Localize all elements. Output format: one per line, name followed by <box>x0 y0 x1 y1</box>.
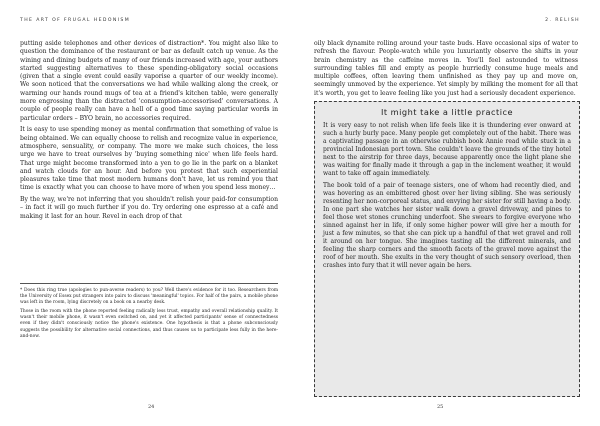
paragraph: By the way, we're not inferring that you shouldn't relish your paid-for consumption – in fact it will go much further if you do. Try ordering one espresso at a café and making it last for an hour. Revel in each drop of that <box>20 196 278 220</box>
page-number-right: 25 <box>437 404 444 410</box>
running-head-right: 2. RELISH <box>545 18 580 23</box>
footnote: * Does this ring true (apologies to pun-averse readers) to you? Well there's evidence for it too. Researchers from the University of Essex put strangers into pairs to discuss 'meaningful' topics. For half of the pairs, a mobile phone was left in the room, lying discretely on a book on a nearby desk. <box>20 288 278 306</box>
footnotes <box>20 283 278 343</box>
sidebar-title: It might take a little practice <box>380 107 514 117</box>
paragraph: It is easy to use spending money as mental confirmation that something of value is being obtained. We can equally choose to relish and recognize value in experience, atmosphere, sensuality, or company. The more we make such choices, the less urge we have to treat ourselves by 'buying something nice' when life feels hard. That urge might become transformed into a yen to go lie in the park on a blanket and watch clouds for an hour. And before you protest that such experiential pleasures take time that most modern humans don't have, let us remind you that time is exactly what you can choose to have more of when you spend less money… <box>20 126 278 192</box>
running-head-left: THE ART OF FRUGAL HEDONISM <box>20 18 131 23</box>
sidebar-box <box>314 101 580 397</box>
right-body-text <box>314 40 578 101</box>
paragraph: oily black dynamite rolling around your taste buds. Have occasional sips of water to refresh the flavour. People-watch while you luxuriantly observe the shifts in your brain chemistry as the caffeine moves in. You'll feel astounded to witness surrounding tables fill and empty as people hurriedly consume huge meals and multiple coffees, often leaving them unfinished as they pay up and move on, seemingly unmoved by the experience. Yet simply by milking the moment for all that it's worth, you get to leave feeling like you just had a seriously decadent experience. <box>314 40 578 97</box>
paragraph: putting aside telephones and other devices of distraction*. You might also like to question the dominance of the restaurant or bar as default catch up venue. As the wining and dining budgets of many of our friends increased with age, your authors started suggesting alternatives to these spending-obligatory social occasions (given that a single event could easily vaporise a quarter of our weekly income). We soon noticed that the conversations we had while walking along the creek, or warming our hands round mugs of tea at a friend's kitchen table, were generally more engrossing than the distracted 'consumption-accessorised' conversations. A couple of people really can have a hell of a good time saying particular words in particular orders – BYO brain, no accessories required. <box>20 40 278 122</box>
sidebar-paragraph: It is very easy to not relish when life feels like it is thundering ever onward at such a hurly burly pace. Many people get completely out of the habit. There was a captivating passage in an otherwise rubbish book Annie read while stuck in a provincial Indonesian port town. She couldn't leave the grounds of the tiny hotel next to the airstrip for three days, because apparently once the light plane she was waiting for finally made it through a gap in the inclement weather, it would want to take off again immediately. <box>323 122 571 178</box>
page-number-left: 24 <box>148 404 155 410</box>
right-page <box>300 0 600 426</box>
footnote: Those in the room with the phone reported feeling radically less trust, empathy and overall relationship quality. It wasn't their mobile phone, it wasn't even switched on, and yet it affected participants' sense of connectedness even if they didn't consciously notice the phone's existence. One hypothesis is that a phone subconsciously suggests the possibility for alternative social connections, and thus causes us to participate less fully in the here-and-now. <box>20 309 278 339</box>
sidebar-paragraph: The book told of a pair of teenage sisters, one of whom had recently died, and was hovering as an embittered ghost over her living sibling. She was seriously resenting her non-corporeal status, and envying her sister for still having a body. In one part she watches her sister walk down a gravel driveway, and pines to feel those wet stones crunching underfoot. She swears to forgive everyone who sinned against her in life, if only some higher power will give her a mouth for just a few minutes, so that she can pick up a handful of that wet gravel and roll it around on her tongue. She imagines tasting all the different minerals, and feeling the sharp corners and the smooth facets of the gravel move against the roof of her mouth. She exults in the very thought of such sensory overload, then crashes into fury that it will never again be hers. <box>323 181 571 270</box>
left-body-text <box>20 40 278 224</box>
